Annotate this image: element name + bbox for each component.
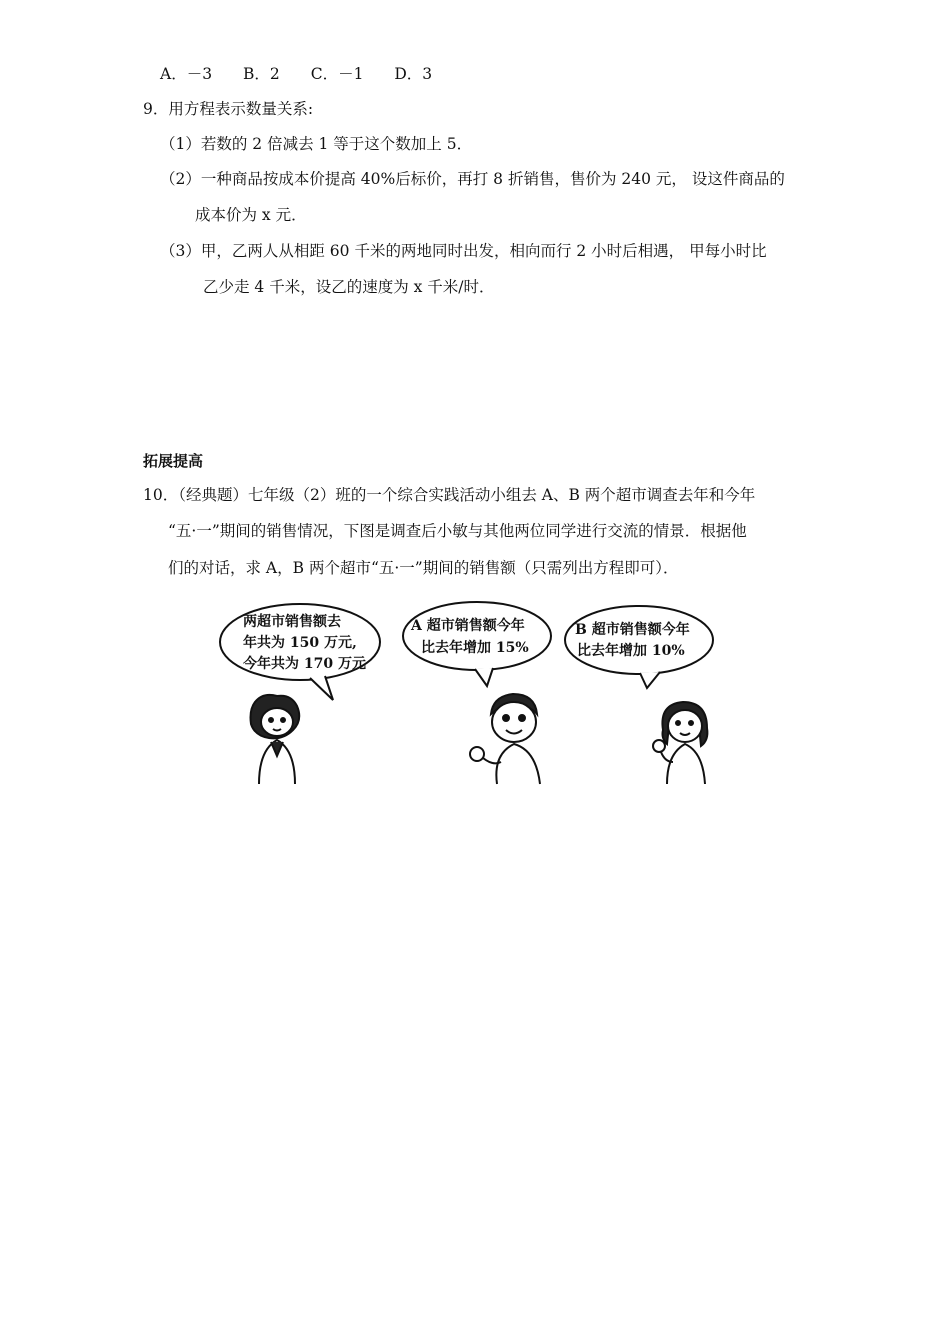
q9-part2-line1: （2）一种商品按成本价提高 40%后标价，再打 8 折销售，售价为 240 元， 设这件商品的 bbox=[160, 170, 785, 188]
speech-bubble-3 bbox=[565, 606, 713, 688]
bubble3-line2: 比去年增加 10% bbox=[577, 643, 685, 659]
child-2-illustration bbox=[470, 694, 540, 784]
q10-line1: 10．（经典题）七年级（2）班的一个综合实践活动小组去 A、B 两个超市调查去年和今年 bbox=[143, 486, 756, 504]
q8-option-c: C．－1 bbox=[310, 65, 364, 83]
q8-option-d: D．3 bbox=[394, 65, 433, 83]
q9-part3-line1: （3）甲，乙两人从相距 60 千米的两地同时出发，相向而行 2 小时后相遇， 甲每小时比 bbox=[160, 242, 767, 260]
bubble1-line3: 今年共为 170 万元 bbox=[243, 656, 366, 672]
section-title: 拓展提高 bbox=[143, 452, 204, 470]
dialogue-illustration bbox=[215, 598, 735, 788]
speech-bubble-1 bbox=[220, 604, 380, 700]
q8-option-b: B．2 bbox=[243, 65, 280, 83]
speech-bubble-2 bbox=[403, 602, 551, 686]
q9-part1: （1）若数的 2 倍减去 1 等于这个数加上 5． bbox=[160, 135, 473, 153]
q8-option-a: A．－3 bbox=[160, 65, 213, 83]
bubble3-line1: B 超市销售额今年 bbox=[575, 622, 690, 638]
bubble2-line2: 比去年增加 15% bbox=[421, 640, 529, 656]
q10-line3: 们的对话，求 A，B 两个超市“五·一”期间的销售额（只需列出方程即可）． bbox=[168, 559, 679, 577]
child-3-illustration bbox=[653, 702, 707, 784]
q9-part2-line2: 成本价为 x 元． bbox=[195, 206, 307, 224]
bubble2-line1: A 超市销售额今年 bbox=[411, 618, 525, 634]
q9-part3-line2: 乙少走 4 千米，设乙的速度为 x 千米/时． bbox=[203, 278, 495, 296]
q9-title: 9．用方程表示数量关系: bbox=[143, 100, 314, 118]
q8-options bbox=[160, 64, 458, 84]
q10-line2: “五·一”期间的销售情况，下图是调查后小敏与其他两位同学进行交流的情景．根据他 bbox=[168, 522, 747, 540]
dialogue-figure bbox=[215, 598, 735, 788]
bubble1-line2: 年共为 150 万元, bbox=[243, 635, 357, 651]
child-1-illustration bbox=[251, 695, 300, 784]
bubble1-line1: 两超市销售额去 bbox=[243, 614, 341, 630]
